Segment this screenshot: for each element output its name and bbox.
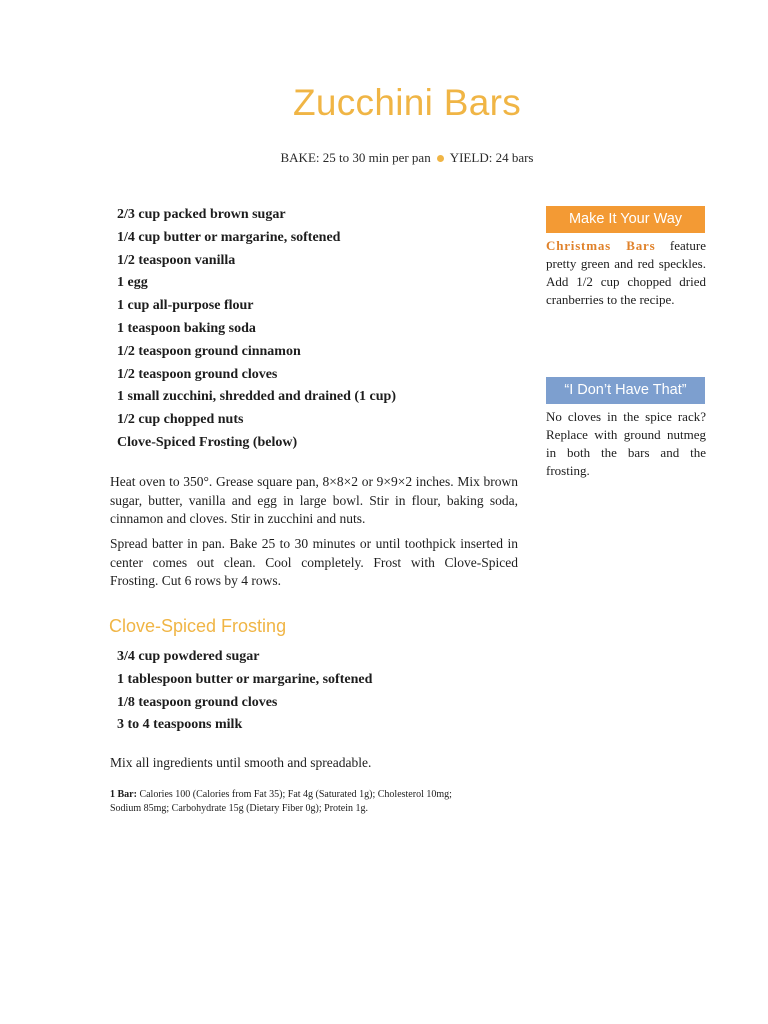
ingredient-item: 1/4 cup butter or margarine, softened (117, 229, 341, 245)
make-it-your-way-heading: Make It Your Way (546, 206, 705, 233)
dont-have-that-heading: “I Don’t Have That” (546, 377, 705, 404)
make-it-your-way-text (546, 237, 706, 309)
frosting-ingredient-item: 1/8 teaspoon ground cloves (117, 694, 278, 710)
frosting-title: Clove-Spiced Frosting (109, 616, 287, 636)
ingredient-list (117, 204, 517, 455)
ingredient-item: 1 cup all-purpose flour (117, 298, 254, 314)
make-it-your-way-body: feature pretty green and red speckles. Add 1/2 cup chopped dried cranberries to the recipe. (546, 238, 706, 307)
nutrition-label: 1 Bar: (110, 789, 137, 800)
directions-step-1: Heat oven to 350°. Grease square pan, 8×8×2 or 9×9×2 inches. Mix brown sugar, butter, vanilla and egg in large bowl. Stir in flour, baking soda, cinnamon and cloves. Stir in zucchini and nuts. (110, 474, 518, 527)
bake-yield-line (0, 150, 768, 166)
ingredient-item: 1/2 teaspoon ground cinnamon (117, 343, 301, 359)
recipe-title: Zucchini Bars (292, 82, 522, 123)
yield: YIELD: 24 bars (449, 150, 534, 165)
ingredient-item: 1 small zucchini, shredded and drained (1 cup) (117, 389, 397, 405)
nutrition-line-2: Sodium 85mg; Carbohydrate 15g (Dietary Fiber 0g); Protein 1g. (110, 803, 369, 814)
frosting-ingredient-item: 1 tablespoon butter or margarine, softened (117, 671, 373, 687)
dont-have-that-text: No cloves in the spice rack? Replace with ground nutmeg in both the bars and the frosting. (546, 409, 706, 478)
ingredient-item: Clove-Spiced Frosting (below) (117, 434, 298, 450)
ingredient-item: 1/2 teaspoon vanilla (117, 252, 236, 268)
frosting-ingredient-item: 3/4 cup powdered sugar (117, 649, 260, 664)
ingredient-item: 1/2 teaspoon ground cloves (117, 366, 278, 382)
bake-time: BAKE: 25 to 30 min per pan (280, 150, 431, 165)
frosting-ingredient-item: 3 to 4 teaspoons milk (117, 717, 243, 733)
christmas-bars-highlight: Christmas Bars (546, 238, 656, 253)
nutrition-info (110, 788, 530, 816)
frosting-ingredient-list (117, 646, 517, 737)
ingredient-item: 1/2 cup chopped nuts (117, 412, 244, 428)
directions-step-2: Spread batter in pan. Bake 25 to 30 minutes or until toothpick inserted in center comes out clean. Cool completely. Frost with Clove-Spiced Frosting. Cut 6 rows by 4 rows. (110, 536, 518, 589)
ingredient-item: 1 egg (117, 275, 148, 291)
frosting-directions: Mix all ingredients until smooth and spreadable. (110, 755, 372, 770)
nutrition-line-1: Calories 100 (Calories from Fat 35); Fat 4g (Saturated 1g); Cholesterol 10mg; (139, 789, 452, 800)
bullet-dot-icon (437, 155, 444, 162)
ingredient-item: 2/3 cup packed brown sugar (117, 207, 286, 222)
ingredient-item: 1 teaspoon baking soda (117, 320, 256, 336)
